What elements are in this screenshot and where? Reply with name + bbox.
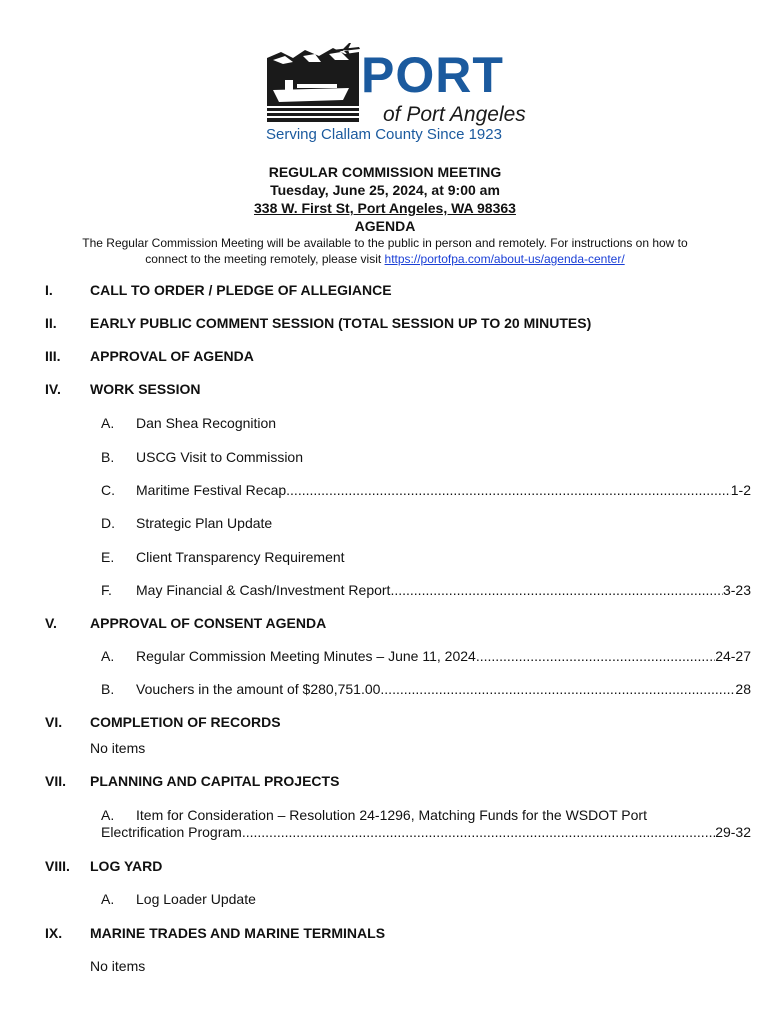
logo-tagline: Serving Clallam County Since 1923 bbox=[266, 126, 502, 143]
item-text: Client Transparency Requirement bbox=[136, 549, 345, 565]
item-page: 24-27 bbox=[715, 648, 751, 664]
agenda-center-link[interactable]: https://portofpa.com/about-us/agenda-center/ bbox=[384, 252, 625, 266]
item-text: Item for Consideration – Resolution 24-1296, Matching Funds for the WSDOT Port bbox=[136, 807, 647, 823]
agenda-item bbox=[101, 807, 751, 841]
meeting-title: REGULAR COMMISSION MEETING bbox=[268, 164, 502, 180]
item-letter: A. bbox=[101, 648, 115, 664]
agenda-item bbox=[101, 449, 751, 466]
item-text: Vouchers in the amount of $280,751.00 bbox=[136, 681, 381, 697]
no-items-note: No items bbox=[90, 958, 146, 974]
agenda-item bbox=[101, 681, 751, 698]
dot-leader bbox=[380, 681, 735, 698]
agenda-item bbox=[101, 648, 751, 665]
dot-leader bbox=[390, 582, 723, 599]
item-letter: C. bbox=[101, 482, 115, 498]
item-letter: B. bbox=[101, 449, 115, 465]
airplane-icon bbox=[331, 42, 361, 56]
item-letter: A. bbox=[101, 415, 115, 431]
section-number: VII. bbox=[45, 773, 67, 789]
agenda-heading: AGENDA bbox=[354, 218, 416, 234]
item-letter: A. bbox=[101, 807, 115, 823]
section-title: PLANNING AND CAPITAL PROJECTS bbox=[90, 773, 340, 789]
item-text: Strategic Plan Update bbox=[136, 515, 273, 531]
dot-leader bbox=[476, 648, 715, 665]
item-letter: E. bbox=[101, 549, 115, 565]
section-title: EARLY PUBLIC COMMENT SESSION (TOTAL SESSION UP TO 20 MINUTES) bbox=[90, 315, 592, 331]
logo-wordmark: PORT bbox=[361, 47, 504, 103]
item-page: 1-2 bbox=[730, 482, 751, 498]
section-title: APPROVAL OF CONSENT AGENDA bbox=[90, 615, 327, 631]
agenda-item bbox=[101, 549, 751, 566]
agenda-item bbox=[101, 515, 751, 532]
no-items-note: No items bbox=[90, 740, 146, 756]
agenda-item bbox=[101, 891, 751, 908]
section-number: V. bbox=[45, 615, 57, 631]
intro-text: The Regular Commission Meeting will be available to the public in person and remotely. For instructions on how to connect to the meeting remotely, please visit bbox=[82, 236, 688, 266]
agenda-item bbox=[101, 415, 751, 432]
agenda-item bbox=[101, 482, 751, 499]
item-page: 29-32 bbox=[715, 824, 751, 840]
section-number: IX. bbox=[45, 925, 63, 941]
dot-leader bbox=[286, 482, 731, 499]
section-number: I. bbox=[45, 282, 53, 298]
port-logo bbox=[263, 44, 526, 148]
section-number: IV. bbox=[45, 381, 61, 397]
agenda-item bbox=[101, 582, 751, 599]
port-logo-graphic bbox=[263, 44, 363, 124]
section-title: COMPLETION OF RECORDS bbox=[90, 714, 281, 730]
item-text-continued: Electrification Program bbox=[101, 824, 242, 840]
section-number: VI. bbox=[45, 714, 63, 730]
item-text: Maritime Festival Recap bbox=[136, 482, 287, 498]
item-page: 28 bbox=[735, 681, 751, 697]
section-number: III. bbox=[45, 348, 61, 364]
section-title: CALL TO ORDER / PLEDGE OF ALLEGIANCE bbox=[90, 282, 392, 298]
item-text: Dan Shea Recognition bbox=[136, 415, 277, 431]
item-letter: B. bbox=[101, 681, 115, 697]
item-text: USCG Visit to Commission bbox=[136, 449, 304, 465]
item-text: May Financial & Cash/Investment Report bbox=[136, 582, 391, 598]
intro-paragraph bbox=[70, 235, 700, 267]
item-text: Regular Commission Meeting Minutes – June 11, 2024 bbox=[136, 648, 476, 664]
section-title: LOG YARD bbox=[90, 858, 163, 874]
item-page: 3-23 bbox=[722, 582, 751, 598]
section-title: WORK SESSION bbox=[90, 381, 201, 397]
item-letter: A. bbox=[101, 891, 115, 907]
item-letter: D. bbox=[101, 515, 115, 531]
meeting-date: Tuesday, June 25, 2024, at 9:00 am bbox=[270, 182, 500, 198]
section-title: MARINE TRADES AND MARINE TERMINALS bbox=[90, 925, 386, 941]
section-title: APPROVAL OF AGENDA bbox=[90, 348, 254, 364]
logo-subtitle: of Port Angeles bbox=[383, 103, 526, 126]
section-number: VIII. bbox=[45, 858, 70, 874]
item-text: Log Loader Update bbox=[136, 891, 256, 907]
meeting-address: 338 W. First St, Port Angeles, WA 98363 bbox=[254, 200, 516, 216]
dot-leader bbox=[242, 824, 715, 841]
section-number: II. bbox=[45, 315, 57, 331]
item-letter: F. bbox=[101, 582, 112, 598]
